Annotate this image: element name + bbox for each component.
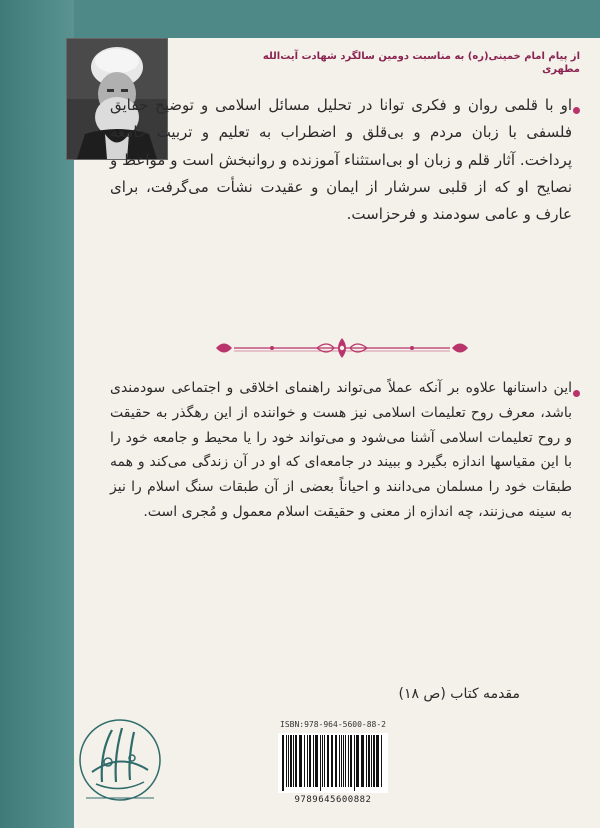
barcode-bar (350, 735, 352, 787)
barcode-bar (361, 735, 364, 787)
barcode-icon (278, 733, 388, 793)
barcode-bar (315, 735, 318, 787)
barcode-digits: 9789645600882 (294, 795, 372, 805)
quote-paragraph-1-text: او با قلمی روان و فکری توانا در تحلیل مسائل اسلامی و توضیح حقایق فلسفی با زبان مردم و بی‌قلق و اضطراب به تعلیم و تربیت جامعه پرداخت. آثار قلم و زبان او بی‌استثناء آموزنده و روانبخش است و مواعظ و نصایح او که از قلبی سرشار از ایمان و عقیدت نشأت می‌گرفت، برای عارف و عامی سودمند و فرحزاست. (110, 96, 572, 224)
barcode-bar (373, 735, 375, 787)
barcode-bar (366, 735, 367, 787)
barcode-bar (290, 735, 292, 787)
barcode-bar (307, 735, 308, 787)
quote-attribution: از پیام امام خمینی(ره) به مناسبت دومین سالگرد شهادت آیت‌الله مطهری (262, 51, 580, 75)
barcode-bar (354, 735, 355, 791)
barcode-bar (356, 735, 359, 787)
barcode-bar (324, 735, 325, 787)
barcode-bar (327, 735, 329, 787)
barcode-bar (331, 735, 333, 787)
barcode-bar (381, 735, 382, 787)
barcode-bar (293, 735, 294, 787)
barcode-bar (343, 735, 344, 787)
barcode-bar (299, 735, 302, 787)
ornament-divider-icon (212, 336, 472, 360)
quote-paragraph-1 (110, 92, 572, 228)
barcode-bar (335, 735, 337, 787)
barcode-bar (304, 735, 305, 787)
barcode-bar (309, 735, 311, 787)
barcode-bar (339, 735, 340, 787)
quote-paragraph-2 (110, 376, 572, 525)
barcode-bar (320, 735, 321, 791)
cover-side-band (0, 0, 74, 828)
barcode-bar (282, 735, 284, 791)
bullet-icon (573, 390, 580, 397)
barcode-bar (288, 735, 289, 787)
barcode-bar (322, 735, 323, 787)
barcode-bar (371, 735, 372, 787)
barcode-bar (345, 735, 346, 787)
publisher-calligraphy-logo-icon (72, 712, 168, 808)
source-reference: مقدمه کتاب (ص ۱۸) (398, 686, 520, 702)
quote-paragraph-2-text: این داستانها علاوه بر آنکه عملاً می‌تواند راهنمای اخلاقی و اجتماعی سودمندی باشد، معرف روح تعلیمات اسلامی نیز هست و خواننده از این رهگذر به حقیقت و روح تعلیمات اسلامی آشنا می‌شود و می‌تواند خود را یا محیط و جامعه خود را با این مقیاسها اندازه بگیرد و ببیند در جامعه‌ای که او در آن زندگی می‌کند و همه طبقات خود را مسلمان می‌دانند و احیاناً بعضی از آن طبقات سنگ اسلام را نیز به سینه می‌زنند، چه اندازه از معنی و حقیقت اسلام معمول و مُجری است. (110, 380, 572, 520)
barcode-bar (295, 735, 297, 787)
barcode-bar (368, 735, 370, 787)
barcode-bar (286, 735, 287, 787)
barcode-bar (376, 735, 379, 787)
bullet-icon (573, 107, 580, 114)
barcode-bar (341, 735, 342, 787)
isbn-label: ISBN:978-964-5600-88-2 (280, 720, 386, 729)
barcode-bar (348, 735, 349, 787)
barcode-bar (313, 735, 314, 787)
